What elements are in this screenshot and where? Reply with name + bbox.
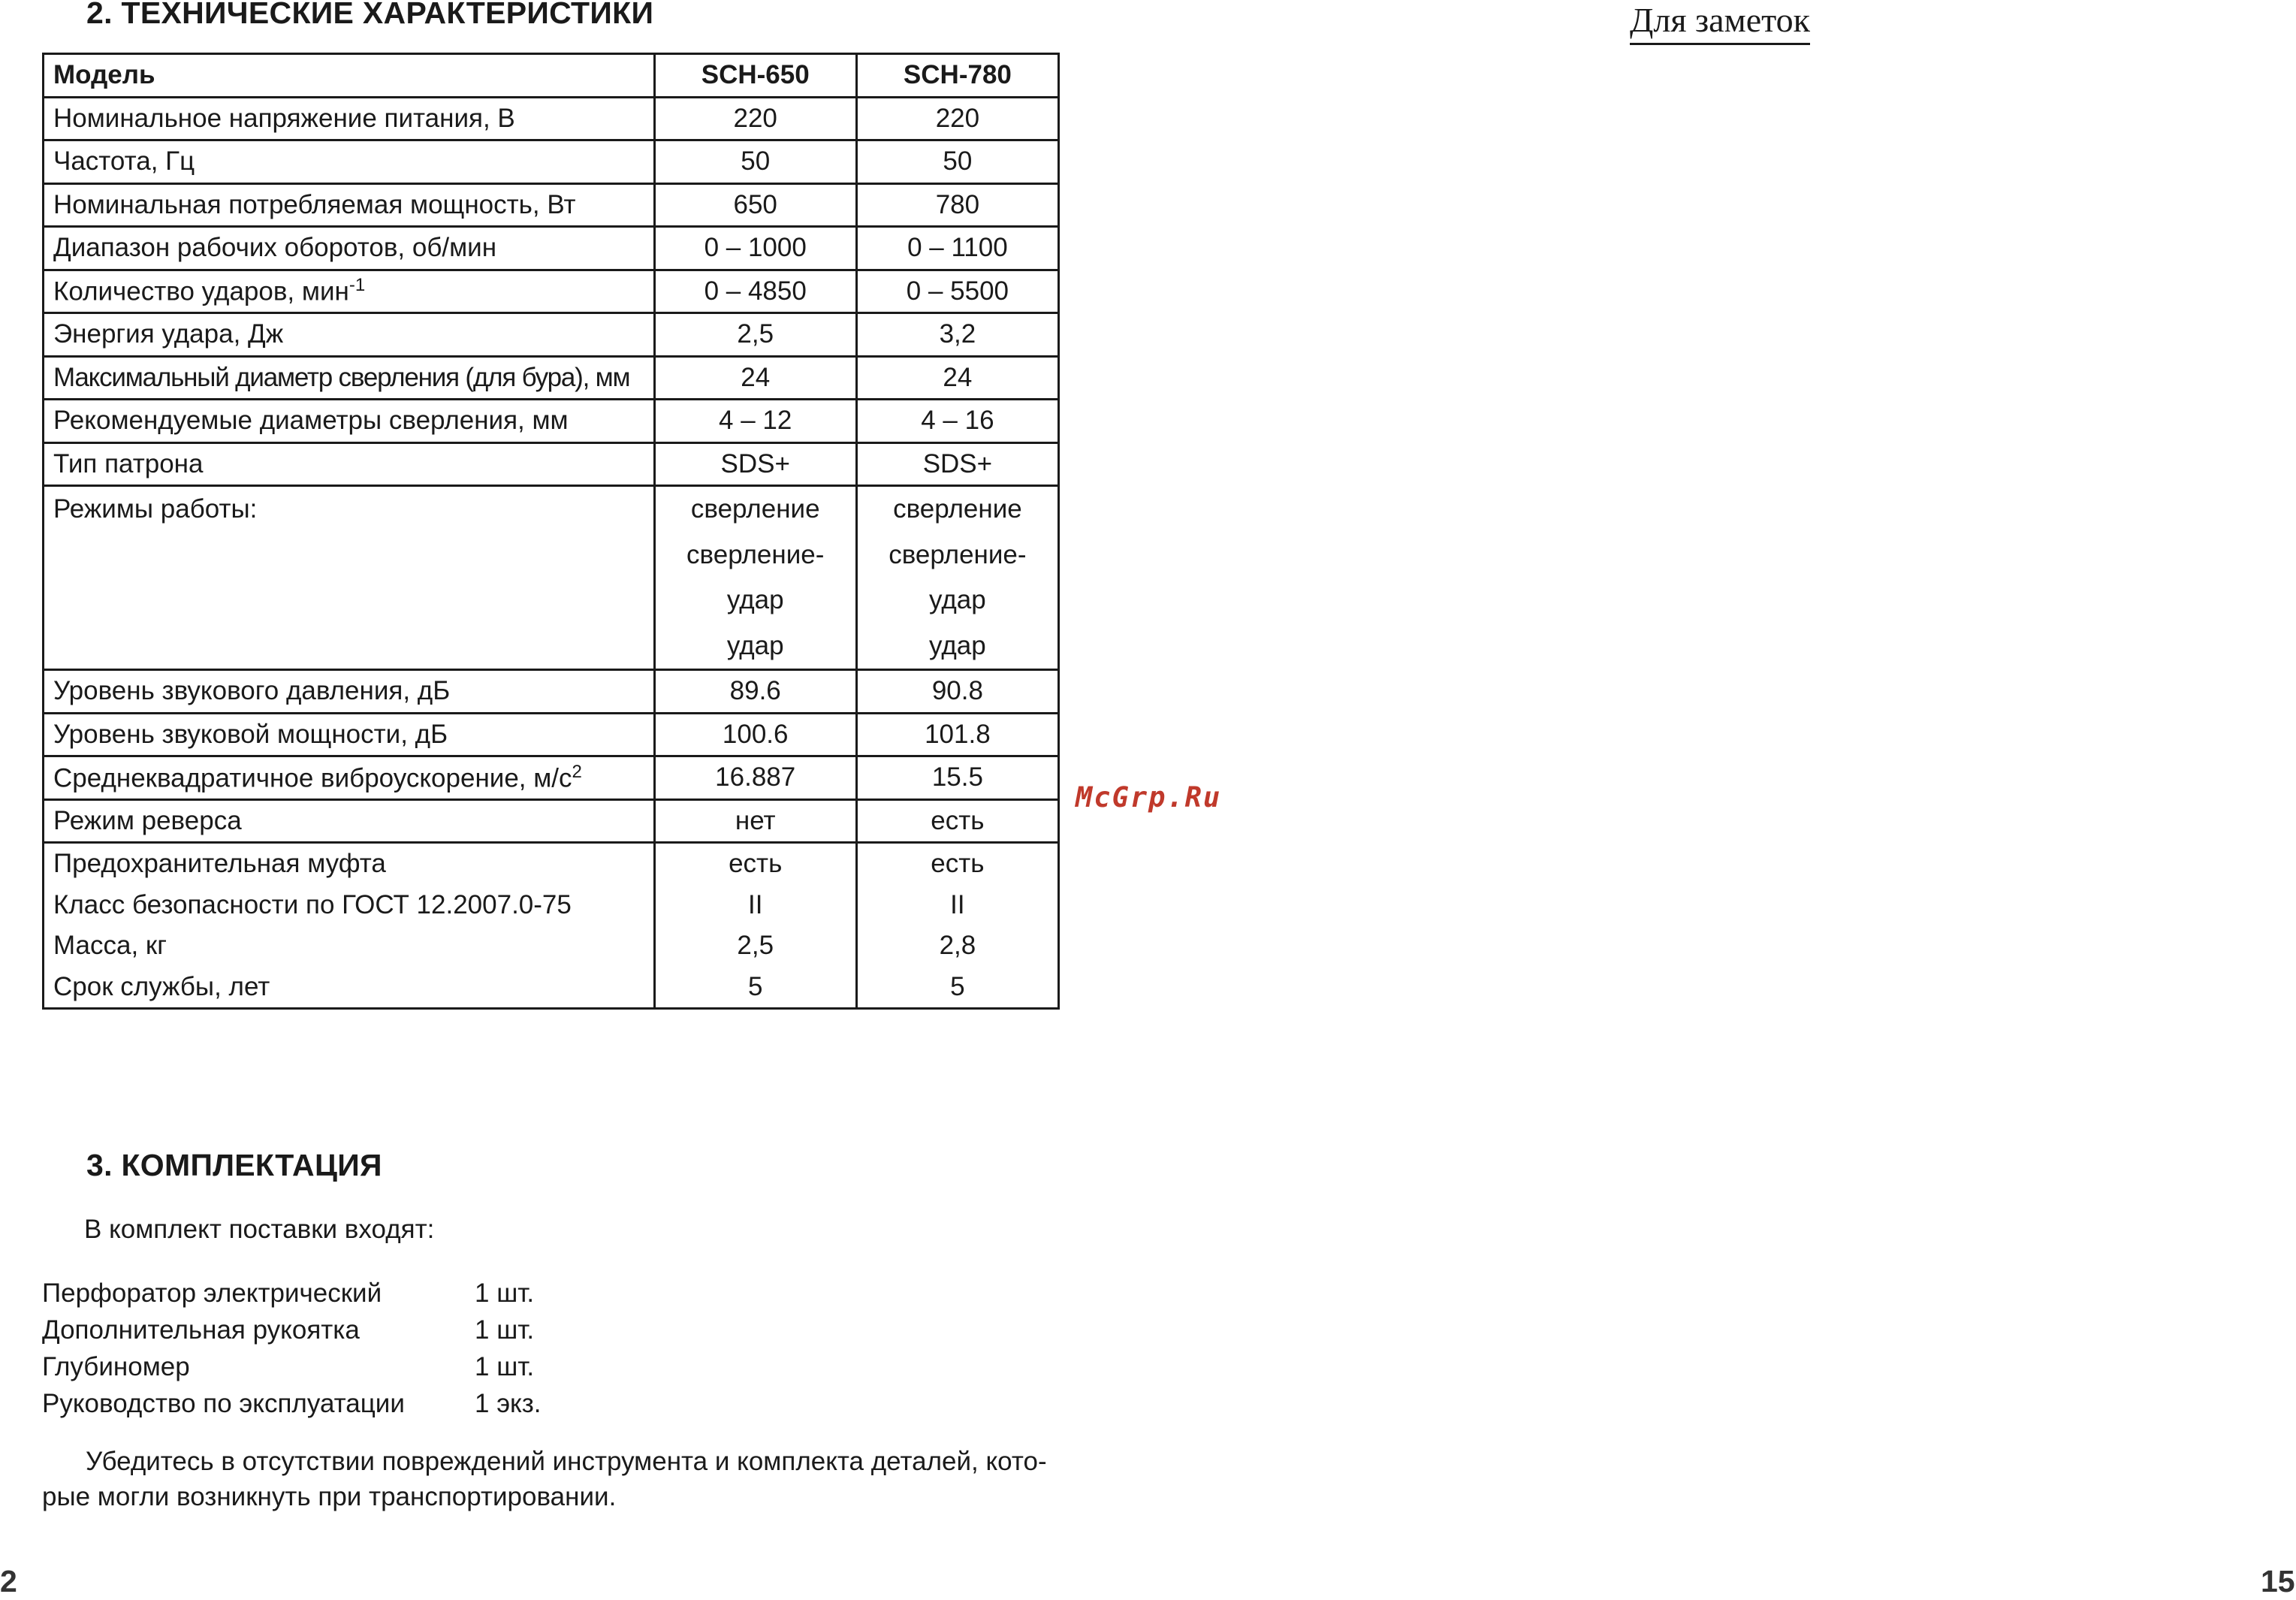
mode-drill: сверление — [893, 494, 1022, 524]
param-modes: Режимы работы: — [44, 486, 655, 670]
list-item — [42, 1278, 535, 1309]
table-row — [44, 713, 1059, 756]
kit-item-name: Дополнительная рукоятка — [42, 1315, 360, 1345]
param-impacts-label: Количество ударов, мин — [53, 277, 349, 307]
value-650: 2,5 — [654, 313, 856, 357]
kit-item-qty: 1 шт. — [475, 1352, 535, 1381]
table-row — [44, 756, 1059, 800]
kit-item-qty: 1 шт. — [475, 1315, 535, 1345]
table-row — [44, 400, 1059, 443]
value-650: 0 – 4850 — [654, 270, 856, 313]
value-780: 90.8 — [856, 670, 1058, 714]
superscript: -1 — [348, 275, 366, 296]
table-row — [44, 885, 1059, 926]
header-sch-780: SCH-780 — [856, 54, 1058, 98]
param-vibration-label: Среднеквадратичное виброускорение, м/с — [53, 763, 572, 793]
list-item — [42, 1389, 542, 1419]
list-item — [42, 1315, 535, 1345]
mode-drill-impact: сверление-удар — [686, 539, 825, 614]
value-650: SDS+ — [654, 442, 856, 486]
value-780: 2,8 — [856, 925, 1058, 967]
mode-impact: удар — [726, 630, 784, 660]
kit-intro: В комплект поставки входят: — [84, 1215, 435, 1244]
param-service-life: Срок службы, лет — [44, 967, 655, 1009]
closing-note: Убедитесь в отсутствии повреждений инструмента и комплекта деталей, кото-рые могли возникнуть при транспортировании. — [42, 1447, 1047, 1511]
value-780: 5 — [856, 967, 1058, 1009]
param-power: Номинальная потребляемая мощность, Вт — [44, 183, 655, 227]
table-row — [44, 183, 1059, 227]
header-sch-650: SCH-650 — [654, 54, 856, 98]
param-impact-energy: Энергия удара, Дж — [44, 313, 655, 357]
value-780: 0 – 5500 — [856, 270, 1058, 313]
list-item — [42, 1352, 535, 1382]
value-780: SDS+ — [856, 442, 1058, 486]
param-mass: Масса, кг — [44, 925, 655, 967]
value-780: 101.8 — [856, 713, 1058, 756]
value-650: 16.887 — [654, 756, 856, 800]
value-650: II — [654, 885, 856, 926]
value-780: 780 — [856, 183, 1058, 227]
table-row — [44, 442, 1059, 486]
mode-impact: удар — [929, 630, 986, 660]
param-sound-pressure: Уровень звукового давления, дБ — [44, 670, 655, 714]
kit-item-qty: 1 шт. — [475, 1278, 535, 1308]
mode-drill-impact: сверление-удар — [889, 539, 1027, 614]
table-row — [44, 227, 1059, 270]
value-780: есть — [856, 843, 1058, 885]
section-2-title: 2. ТЕХНИЧЕСКИЕ ХАРАКТЕРИСТИКИ — [86, 0, 654, 30]
value-650: есть — [654, 843, 856, 885]
kit-item-qty: 1 экз. — [475, 1389, 542, 1418]
param-clutch: Предохранительная муфта — [44, 843, 655, 885]
param-frequency: Частота, Гц — [44, 140, 655, 184]
value-650: нет — [654, 799, 856, 843]
page-number-right: 15 — [2261, 1564, 2295, 1598]
param-safety-class: Класс безопасности по ГОСТ 12.2007.0-75 — [44, 885, 655, 926]
watermark: McGrp.Ru — [1076, 781, 1222, 814]
value-650: 2,5 — [654, 925, 856, 967]
param-max-diameter: Максимальный диаметр сверления (для бура), мм — [44, 356, 655, 400]
table-row — [44, 843, 1059, 885]
param-voltage: Номинальное напряжение питания, В — [44, 97, 655, 140]
table-header-row — [44, 54, 1059, 98]
param-recommended-diameters: Рекомендуемые диаметры сверления, мм — [44, 400, 655, 443]
value-650: 89.6 — [654, 670, 856, 714]
value-780: 4 – 16 — [856, 400, 1058, 443]
specs-table — [42, 53, 1060, 1010]
value-650-modes — [654, 486, 856, 670]
header-model: Модель — [44, 54, 655, 98]
value-650: 5 — [654, 967, 856, 1009]
param-chuck-type: Тип патрона — [44, 442, 655, 486]
table-row — [44, 356, 1059, 400]
value-650: 4 – 12 — [654, 400, 856, 443]
mode-drill: сверление — [690, 494, 820, 524]
table-row — [44, 97, 1059, 140]
table-row — [44, 967, 1059, 1009]
table-row — [44, 140, 1059, 184]
param-vibration — [44, 756, 655, 800]
value-650: 650 — [654, 183, 856, 227]
section-3-title: 3. КОМПЛЕКТАЦИЯ — [86, 1148, 382, 1182]
value-780-modes — [856, 486, 1058, 670]
table-row — [44, 486, 1059, 670]
table-row — [44, 799, 1059, 843]
kit-item-name: Перфоратор электрический — [42, 1278, 382, 1308]
value-780: 220 — [856, 97, 1058, 140]
param-rpm: Диапазон рабочих оборотов, об/мин — [44, 227, 655, 270]
param-sound-power: Уровень звуковой мощности, дБ — [44, 713, 655, 756]
table-row — [44, 270, 1059, 313]
value-780: II — [856, 885, 1058, 926]
value-650: 220 — [654, 97, 856, 140]
table-row — [44, 313, 1059, 357]
kit-item-name: Глубиномер — [42, 1352, 190, 1381]
kit-item-name: Руководство по эксплуатации — [42, 1389, 405, 1418]
value-650: 50 — [654, 140, 856, 184]
value-780: 24 — [856, 356, 1058, 400]
param-reverse: Режим реверса — [44, 799, 655, 843]
value-780: 0 – 1100 — [856, 227, 1058, 270]
value-780: есть — [856, 799, 1058, 843]
value-650: 0 – 1000 — [654, 227, 856, 270]
value-780: 3,2 — [856, 313, 1058, 357]
notes-title: Для заметок — [1630, 0, 1810, 45]
value-650: 100.6 — [654, 713, 856, 756]
superscript: 2 — [572, 761, 582, 782]
page-number-left: 2 — [0, 1564, 17, 1598]
table-row — [44, 670, 1059, 714]
param-impacts — [44, 270, 655, 313]
value-780: 15.5 — [856, 756, 1058, 800]
table-row — [44, 925, 1059, 967]
value-780: 50 — [856, 140, 1058, 184]
value-650: 24 — [654, 356, 856, 400]
